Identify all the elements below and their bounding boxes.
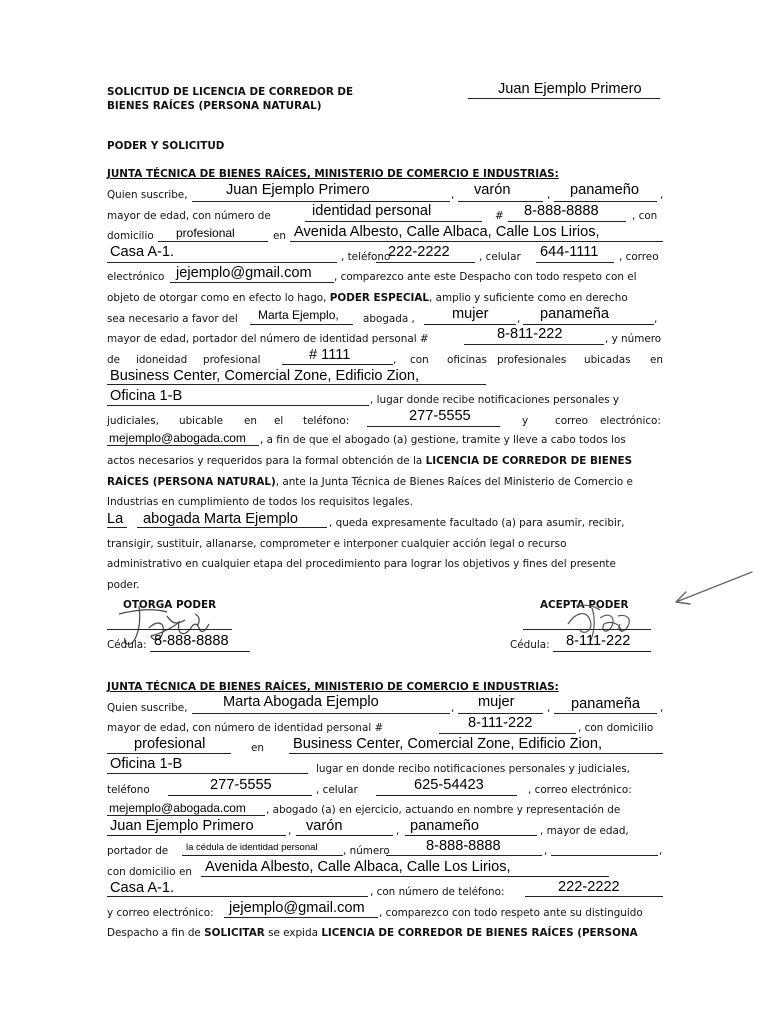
attorney-phone-field: 277-5555 [409,408,471,424]
s2-despacho-text [107,927,638,940]
text: profesional [203,354,261,366]
text: en [244,415,257,427]
text: y [522,415,529,427]
line [439,733,576,734]
text: judiciales, [107,415,159,427]
acepta-label: ACEPTA PODER [540,599,629,611]
text: ubicable [179,415,224,427]
comma: , [288,825,292,837]
text: LICENCIA DE CORREDOR DE BIENES RAÍCES (PERSONA [321,927,638,939]
line [107,773,308,774]
text: oficinas [447,354,487,366]
mayor-edad-text: mayor de edad, con número de [107,210,271,222]
text: electrónico: [600,415,661,427]
s2-nationality-field: panameña [571,696,640,712]
industrias-text: Industrias en cumplimiento de todos los requisitos legales. [107,496,413,508]
line [137,527,327,528]
line [376,795,517,796]
text: , ante la Junta Técnica de Bienes Raíces del Ministerio de Comercio e [275,476,633,488]
abogada-text: abogada , [363,313,415,325]
line [305,221,482,222]
poder-text: poder. [107,579,140,591]
comparezco-text: , comparezco ante este Despacho con todo respeto con el [334,271,637,283]
line [107,629,232,630]
s2-telefono-text: teléfono [107,784,150,796]
text: correo [555,415,588,427]
line [458,713,543,714]
con-text: , con [632,210,658,222]
text: el [274,415,284,427]
s2-represented-sex-field: varón [306,818,343,834]
s2-email-field: mejemplo@abogada.com [109,801,246,815]
s2-numero-text: , número [343,845,390,857]
line [192,201,450,202]
office-line2-field: Oficina 1-B [110,388,183,404]
s2-mobile-field: 625-54423 [414,777,484,793]
line [224,917,378,918]
sex-field: varón [474,182,511,198]
text: SOLICITAR [204,927,265,939]
line [290,241,663,242]
s2-mayor-edad-text: , mayor de edad, [540,825,629,837]
text: PODER ESPECIAL [329,292,430,304]
acepta-cedula-field: 8-111-222 [566,633,631,649]
electronico-text: electrónico [107,271,165,283]
attorney-email-field: mejemplo@abogada.com [109,431,246,445]
s2-represented-name-field: Juan Ejemplo Primero [110,818,254,834]
s2-represented-num-field: 8-888-8888 [426,838,501,854]
s2-celular-text: , celular [316,784,358,796]
text: objeto de otorgar como en efecto lo hago, [107,292,327,304]
text: actos necesarios y requeridos para la formal obtención de la [107,455,423,467]
s2-represented-doc-field: la cédula de identidad personal [186,842,318,853]
mayor-portador-text: mayor de edad, portador del número de identidad personal # [107,333,429,345]
s2-represented-phone-field: 222-2222 [558,879,620,895]
id-number-field: 8-888-8888 [524,203,599,219]
s2-sex-field: mujer [478,694,515,710]
acepta-cedula-label: Cédula: [510,639,550,651]
s2-id-field: 8-111-222 [468,715,533,731]
line [554,201,657,202]
celular-text: , celular [479,251,521,263]
line [168,795,312,796]
text: en [650,354,663,366]
s2-address-line2-field: Oficina 1-B [110,756,183,772]
en-text: en [251,742,264,754]
line [107,835,286,836]
line [107,445,259,446]
text: teléfono: [303,415,350,427]
domicilio-text: domicilio [107,230,154,242]
line [554,713,657,714]
queda-text: , queda expresamente facultado (a) para asumir, recibir, [329,517,625,529]
line [289,753,663,754]
line [107,753,231,754]
s2-represented-address2-field: Casa A-1. [110,880,175,896]
line [170,282,334,283]
line [523,629,651,630]
line [296,835,393,836]
comma: , [547,189,551,201]
line [107,527,127,528]
line [367,426,500,427]
line [201,876,609,877]
line [424,324,516,325]
otorga-cedula-label: Cédula: [107,639,147,651]
line [107,815,265,816]
correo-text: , correo [619,251,659,263]
attorney-name-field: Marta Ejemplo, [258,308,339,322]
otorga-label: OTORGA PODER [123,599,217,611]
line [376,262,475,263]
s2-address-line1-field: Business Center, Comercial Zone, Edificio Zion, [293,736,603,752]
line [405,835,537,836]
y-numero-text: , y número [605,333,662,345]
line [107,262,337,263]
s2-name-field: Marta Abogada Ejemplo [223,694,379,710]
s2-comparezco-text: , comparezco con todo respeto ante su distinguido [379,907,643,919]
hash: # [495,210,504,222]
line [508,221,626,222]
s2-con-domicilio-text: , con domicilio [578,722,654,734]
form-title-line1: SOLICITUD DE LICENCIA DE CORREDOR DE [107,86,354,98]
comma: , [517,313,521,325]
line [107,384,486,385]
line [523,324,654,325]
address-line2-field: Casa A-1. [110,244,175,260]
office-line1-field: Business Center, Comercial Zone, Edificio Zion, [110,368,420,384]
line [107,896,368,897]
text: LICENCIA DE CORREDOR DE BIENES [425,455,633,467]
line [458,201,543,202]
actos-text [107,455,632,468]
s2-represented-address1-field: Avenida Albesto, Calle Albaca, Calle Los Lirios, [205,859,511,875]
form-title-line2: BIENES RAÍCES (PERSONA NATURAL) [107,100,322,112]
comma: , [659,845,663,857]
s2-portador-text: portador de [107,845,169,857]
attorney-sex-field: mujer [452,306,489,322]
la-abogada-field: abogada Marta Ejemplo [143,511,298,527]
text: Despacho a fin de [107,927,201,939]
line [553,651,651,652]
s2-domicile-type-field: profesional [134,736,206,752]
line [386,855,542,856]
text: con [410,354,429,366]
otorga-cedula-field: 8-888-8888 [154,633,229,649]
comma: , [660,702,664,714]
arrow-icon [668,568,756,608]
line [464,344,604,345]
s2-y-correo-text: y correo electrónico: [107,907,214,919]
lugar-text: , lugar donde recibe notificaciones personales y [370,394,620,406]
transigir-text: transigir, sustituir, allanarse, comprometer e interponer cualquier acción legal o recurso [107,538,567,550]
address-line1-field: Avenida Albesto, Calle Albaca, Calle Los Lirios, [294,224,600,240]
nationality-field: panameño [570,182,639,198]
comma: , [393,354,397,366]
telefono-text: , teléfono [341,251,391,263]
s2-con-numero-tel-text: , con número de teléfono: [370,886,505,898]
top-name-field: Juan Ejemplo Primero [498,81,642,97]
text: , amplio y suficiente como en derecho [429,292,628,304]
comma: , [544,845,548,857]
attorney-id-field: 8-811-222 [497,326,563,342]
s2-correo-text: , correo electrónico: [528,784,632,796]
sea-text: sea necesario a favor del [107,313,238,325]
line [107,405,369,406]
idoneidad-field: # 1111 [309,347,351,363]
s2-represented-nationality-field: panameño [410,818,479,834]
domicile-type-field: profesional [176,226,235,240]
comma: , [451,702,455,714]
comma: , [660,189,664,201]
line [250,324,353,325]
line [158,241,268,242]
quien-suscribe-label: Quien suscribe, [107,189,188,201]
text: RAÍCES (PERSONA NATURAL) [107,476,276,488]
junta-heading-2: JUNTA TÉCNICA DE BIENES RAÍCES, MINISTERIO DE COMERCIO E INDUSTRIAS: [107,681,559,693]
junta-heading: JUNTA TÉCNICA DE BIENES RAÍCES, MINISTERIO DE COMERCIO E INDUSTRIAS: [107,168,559,180]
text: se expida [268,927,318,939]
mobile-field: 644-1111 [540,244,599,260]
afin-text: , a fin de que el abogado (a) gestione, tramite y lleve a cabo todos los [260,434,626,446]
la-text: La [107,511,124,527]
text: profesionales [497,354,567,366]
text: ubicadas [584,354,631,366]
section-heading: PODER Y SOLICITUD [107,140,225,152]
objeto-text [107,292,628,305]
name-field: Juan Ejemplo Primero [226,182,370,198]
line [150,651,250,652]
attorney-nationality-field: panameña [540,306,609,322]
comma: , [396,825,400,837]
s2-lugar-text: lugar en donde recibo notificaciones personales y judiciales, [316,763,630,775]
line [525,896,663,897]
line [192,713,450,714]
line [536,262,614,263]
comma: , [451,189,455,201]
text: de [107,354,120,366]
id-type-field: identidad personal [312,203,432,219]
line [282,364,393,365]
s2-abogado-text: , abogado (a) en ejercicio, actuando en nombre y representación de [266,804,621,816]
s2-con-domicilio-en-text: con domicilio en [107,866,192,878]
text: idoneidad [136,354,188,366]
s2-represented-email-field: jejemplo@gmail.com [229,900,365,916]
comma: , [547,702,551,714]
top-name-line [468,98,660,99]
administrativo-text: administrativo en cualquier etapa del procedimiento para lograr los objetivos y fines del presente [107,558,616,570]
line [551,855,658,856]
s2-phone-field: 277-5555 [210,777,272,793]
s2-mayor-text: mayor de edad, con número de identidad personal # [107,722,384,734]
raices-text [107,476,633,489]
quien-suscribe-label-2: Quien suscribe, [107,702,188,714]
comma: , [654,313,658,325]
phone-field: 222-2222 [388,244,450,260]
email-field: jejemplo@gmail.com [176,265,312,281]
en-text: en [273,230,286,242]
